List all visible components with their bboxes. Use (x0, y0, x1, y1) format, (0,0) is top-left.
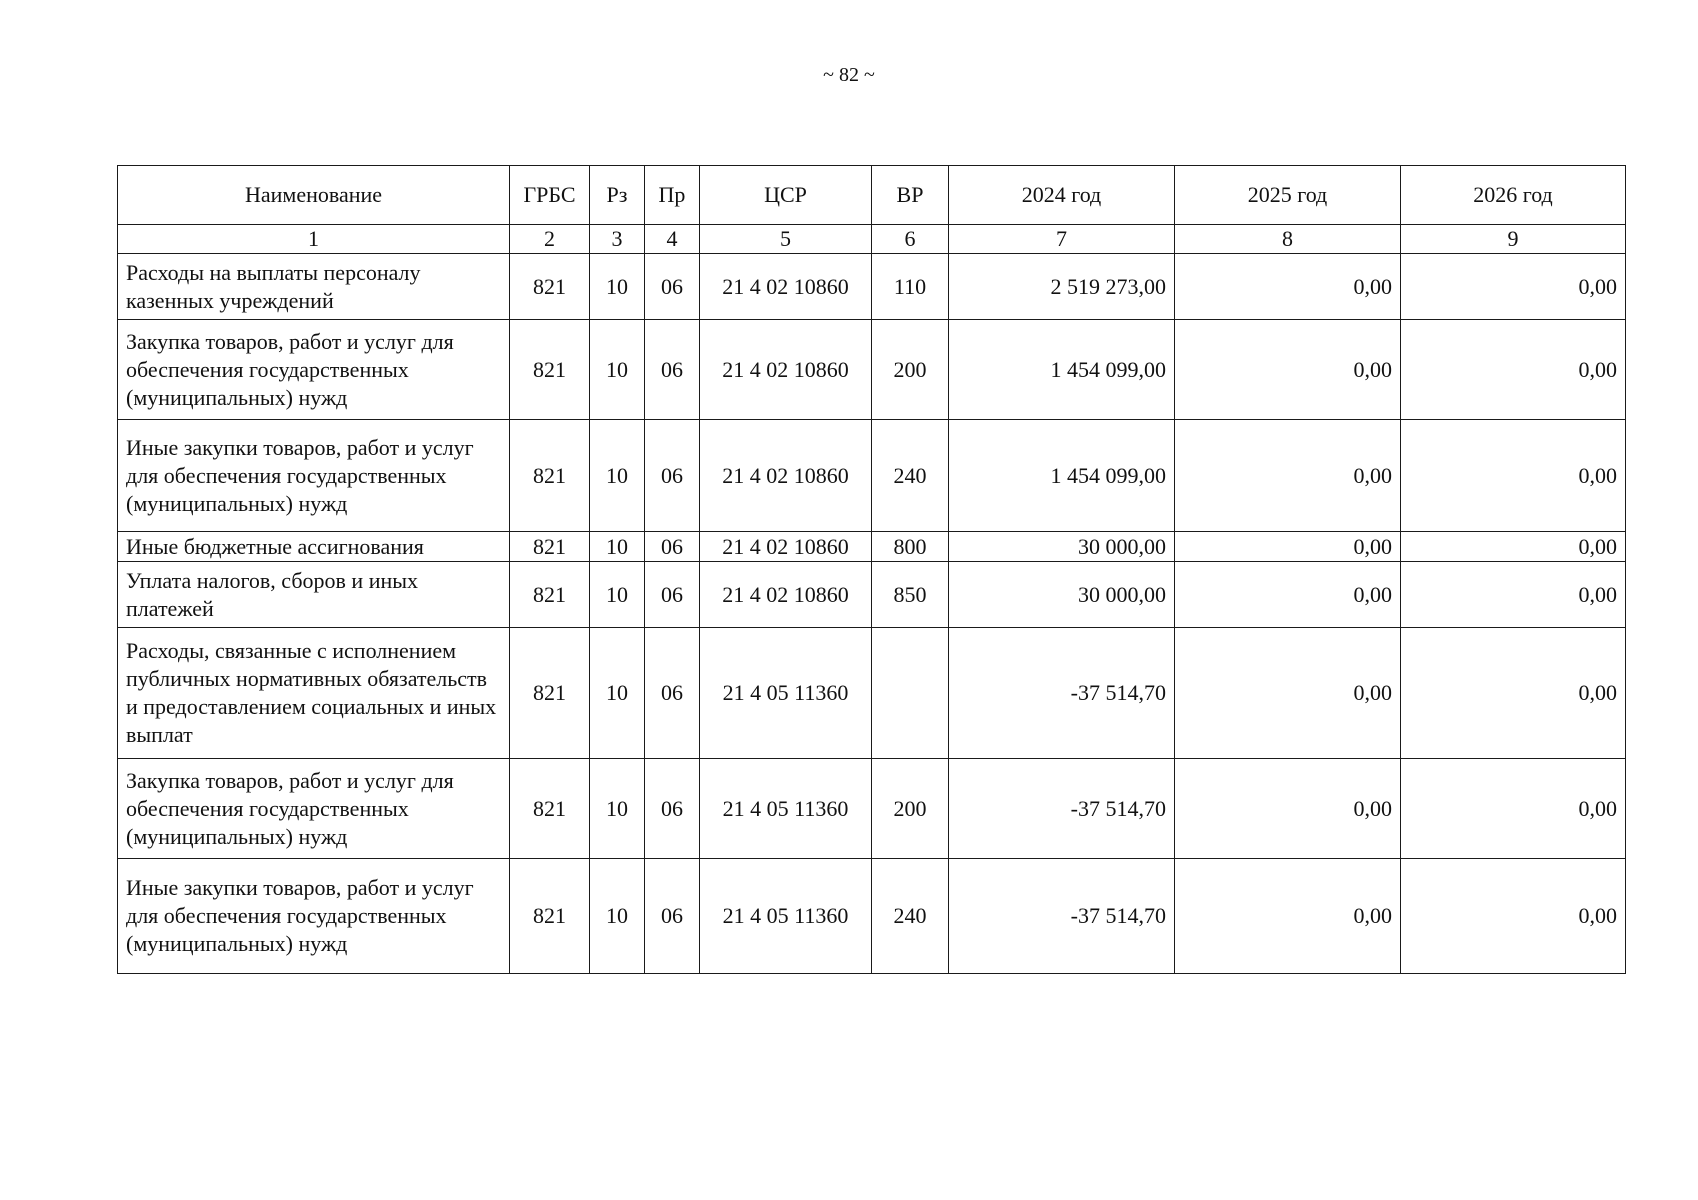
cell-vr: 240 (872, 420, 949, 532)
table-row (118, 532, 1626, 562)
cell-grbs: 821 (510, 254, 590, 320)
cell-pr: 06 (645, 254, 700, 320)
cell-grbs: 821 (510, 859, 590, 974)
column-number-row (118, 225, 1626, 254)
cell-2025: 0,00 (1175, 320, 1401, 420)
cell-2026: 0,00 (1401, 420, 1626, 532)
cell-vr: 200 (872, 759, 949, 859)
header-csr: ЦСР (700, 166, 872, 225)
table-row (118, 254, 1626, 320)
cell-2026: 0,00 (1401, 759, 1626, 859)
header-vr: ВР (872, 166, 949, 225)
cell-rz: 10 (590, 420, 645, 532)
cell-2024: 1 454 099,00 (949, 320, 1175, 420)
cell-rz: 10 (590, 320, 645, 420)
cell-rz: 10 (590, 562, 645, 628)
cell-vr: 240 (872, 859, 949, 974)
column-number: 9 (1401, 225, 1626, 254)
cell-2025: 0,00 (1175, 628, 1401, 759)
cell-grbs: 821 (510, 759, 590, 859)
cell-2024: 1 454 099,00 (949, 420, 1175, 532)
cell-rz: 10 (590, 254, 645, 320)
cell-name: Иные закупки товаров, работ и услуг для обеспечения государственных (муниципальных) нужд (118, 420, 510, 532)
column-number: 7 (949, 225, 1175, 254)
cell-csr: 21 4 05 11360 (700, 628, 872, 759)
column-number: 1 (118, 225, 510, 254)
budget-table (117, 165, 1626, 974)
cell-pr: 06 (645, 320, 700, 420)
cell-grbs: 821 (510, 562, 590, 628)
cell-2026: 0,00 (1401, 532, 1626, 562)
cell-2025: 0,00 (1175, 859, 1401, 974)
cell-name: Уплата налогов, сборов и иных платежей (118, 562, 510, 628)
column-number: 4 (645, 225, 700, 254)
cell-csr: 21 4 05 11360 (700, 759, 872, 859)
cell-name: Иные закупки товаров, работ и услуг для обеспечения государственных (муниципальных) нужд (118, 859, 510, 974)
header-2024: 2024 год (949, 166, 1175, 225)
cell-name: Иные бюджетные ассигнования (118, 532, 510, 562)
table-row (118, 759, 1626, 859)
header-grbs: ГРБС (510, 166, 590, 225)
cell-2025: 0,00 (1175, 759, 1401, 859)
header-2026: 2026 год (1401, 166, 1626, 225)
cell-csr: 21 4 02 10860 (700, 562, 872, 628)
cell-pr: 06 (645, 532, 700, 562)
cell-name: Расходы, связанные с исполнением публичных нормативных обязательств и предоставлением социальных и иных выплат (118, 628, 510, 759)
cell-2024: -37 514,70 (949, 859, 1175, 974)
cell-csr: 21 4 02 10860 (700, 532, 872, 562)
page-number: ~ 82 ~ (823, 64, 875, 86)
cell-grbs: 821 (510, 532, 590, 562)
table-row (118, 859, 1626, 974)
cell-name: Расходы на выплаты персоналу казенных учреждений (118, 254, 510, 320)
cell-2024: -37 514,70 (949, 628, 1175, 759)
cell-2025: 0,00 (1175, 254, 1401, 320)
cell-name: Закупка товаров, работ и услуг для обеспечения государственных (муниципальных) нужд (118, 759, 510, 859)
cell-name: Закупка товаров, работ и услуг для обеспечения государственных (муниципальных) нужд (118, 320, 510, 420)
cell-2026: 0,00 (1401, 562, 1626, 628)
cell-rz: 10 (590, 532, 645, 562)
cell-csr: 21 4 02 10860 (700, 320, 872, 420)
cell-vr (872, 628, 949, 759)
cell-pr: 06 (645, 759, 700, 859)
cell-2025: 0,00 (1175, 532, 1401, 562)
cell-2025: 0,00 (1175, 562, 1401, 628)
table-row (118, 628, 1626, 759)
table-row (118, 420, 1626, 532)
cell-2026: 0,00 (1401, 320, 1626, 420)
cell-rz: 10 (590, 628, 645, 759)
column-number: 2 (510, 225, 590, 254)
cell-2026: 0,00 (1401, 254, 1626, 320)
cell-rz: 10 (590, 759, 645, 859)
cell-csr: 21 4 02 10860 (700, 254, 872, 320)
cell-2024: -37 514,70 (949, 759, 1175, 859)
column-number: 3 (590, 225, 645, 254)
cell-2024: 2 519 273,00 (949, 254, 1175, 320)
cell-grbs: 821 (510, 320, 590, 420)
header-row (118, 166, 1626, 225)
cell-rz: 10 (590, 859, 645, 974)
column-number: 6 (872, 225, 949, 254)
cell-vr: 200 (872, 320, 949, 420)
column-number: 8 (1175, 225, 1401, 254)
cell-csr: 21 4 05 11360 (700, 859, 872, 974)
table-row (118, 320, 1626, 420)
cell-pr: 06 (645, 562, 700, 628)
header-2025: 2025 год (1175, 166, 1401, 225)
cell-2026: 0,00 (1401, 628, 1626, 759)
cell-grbs: 821 (510, 420, 590, 532)
cell-pr: 06 (645, 628, 700, 759)
cell-csr: 21 4 02 10860 (700, 420, 872, 532)
header-pr: Пр (645, 166, 700, 225)
cell-2024: 30 000,00 (949, 562, 1175, 628)
cell-grbs: 821 (510, 628, 590, 759)
cell-2026: 0,00 (1401, 859, 1626, 974)
cell-2025: 0,00 (1175, 420, 1401, 532)
cell-vr: 110 (872, 254, 949, 320)
header-name: Наименование (118, 166, 510, 225)
header-rz: Рз (590, 166, 645, 225)
cell-vr: 800 (872, 532, 949, 562)
column-number: 5 (700, 225, 872, 254)
table-row (118, 562, 1626, 628)
cell-2024: 30 000,00 (949, 532, 1175, 562)
cell-vr: 850 (872, 562, 949, 628)
cell-pr: 06 (645, 420, 700, 532)
cell-pr: 06 (645, 859, 700, 974)
